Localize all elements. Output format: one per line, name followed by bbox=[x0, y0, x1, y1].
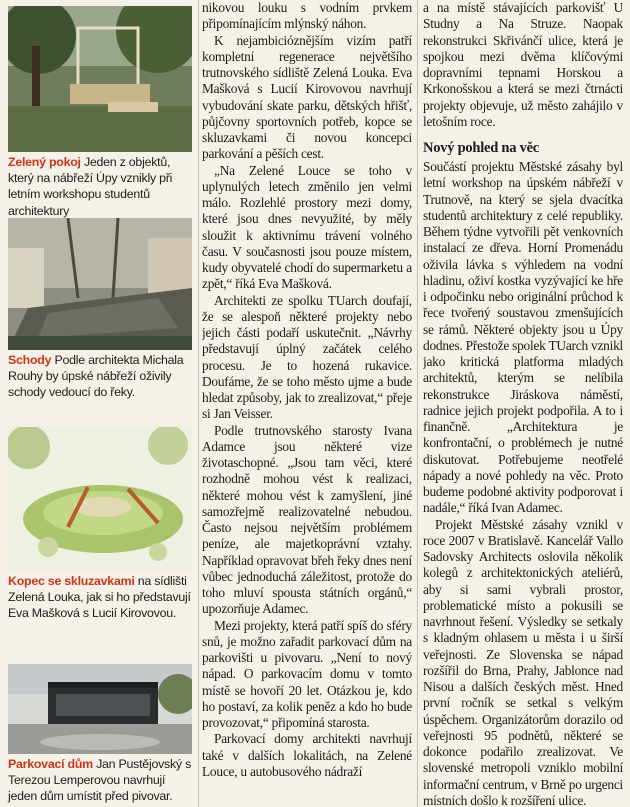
caption-parking-house bbox=[8, 756, 196, 805]
article-paragraph: a na místě stávajících parkovišť U Studny a Na Struze. Naopak rekonstrukci Skřivánčí ulice, která je spojkou mezi dvěma klíčovými dopravními tepnami Horskou a Krkonošskou a která se mezi čtrnácti projekty objevuje, už město zahájilo v letošním roce. bbox=[423, 0, 623, 129]
caption-keyword: Parkovací dům bbox=[8, 757, 93, 771]
caption-stairs bbox=[8, 352, 196, 401]
article-column-2 bbox=[202, 0, 412, 807]
caption-keyword: Schody bbox=[8, 353, 52, 367]
article-paragraph: Projekt Městské zásahy vznikl v roce 2007 v Bratislavě. Kancelář Vallo Sadovsky Architects oslovila několik kolegů z architektonických ateliérů, aby si sami vybrali prostor, problematické místo a pokusili se navrhnout řešení. Výsledky se setkaly s kladným ohlasem u města i u širší veřejnosti. Ze Slovenska se nápad rozšířil do Brna, Prahy, Jablonce nad Nisou a dalších českých měst. Hned první ročník se setkal s velkým úspěchem. Organizátorům dorazilo od veřejnosti 95 podnětů, některé se dokonce podařilo zrealizovat. Ve slovenské metropoli vzniklo mobilní informační centrum, v Brně po urgenci místních došlo k rozšíření ulice. bbox=[423, 516, 623, 807]
article-column-3 bbox=[423, 0, 623, 807]
photo-slide-hill bbox=[8, 427, 192, 571]
column-divider bbox=[417, 0, 418, 807]
article-paragraph: Součástí projektu Městské zásahy byl letní workshop na úpském nábřeží v Trutnově, na který se sjela dvacítka studentů architektury z celé republiky. Během týdne vytvořili pět venkovních instalací ze dřeva. Horní Promenádu oživila lávka s výhledem na vodní hladinu, oživí kostka vyzývající ke hře i odpočinku nebo originální průchod k řece tvořený soustavou zmenšujících se rámů. Některé objekty jsou u Úpy dodnes. Přestože spolek TUarch vznikl jako kritická platforma mladých architektů, kterým se nelíbila rekonstrukce Jiráskova náměstí, radnice jejich projekt podpořila. A to i finančně. „Architektura je konfrontační, o problémech je nutné diskutovat. Potřebujeme neotřelé nápady a nové pohledy na věc. Proto budeme podobné aktivity podporovat i nadále,“ říká Ivan Adamec. bbox=[423, 159, 623, 516]
caption-text: Jan Pustějovský s Terezou Lemperovou navrhují jeden dům umístit před pivovar. bbox=[8, 757, 192, 804]
photo-parking-house bbox=[8, 664, 192, 754]
column-divider bbox=[198, 0, 199, 807]
caption-keyword: Zelený pokoj bbox=[8, 155, 81, 169]
article-paragraph: Podle trutnovského starosty Ivana Adamce jsou některé vize životaschopné. „Jsou tam věci, které rozhodně mohou vést k realizaci, některé mohou vést k zamyšlení, jiné samozřejmě realizovatelné nebudou. Často nejsou největším problémem peníze, ale majetkoprávní vztahy. Například opravovat břeh řeky dnes není vůbec jednoduchá záležitost, protože do toho mluví spousta státních orgánů,“ upozorňuje Adamec. bbox=[202, 422, 412, 617]
photo-stairs bbox=[8, 218, 192, 350]
caption-slide-hill bbox=[8, 573, 196, 622]
article-paragraph: K nejambicióznějším vizím patří kompletní regenerace největšího trutnovského sídliště Zelená Louka. Eva Mašková s Lucií Kirovovou navrhují vybudování skate parku, dětských hřišť, půjčovny sportovních potřeb, kopce se skluzavkami či novou koncepci parkování a pěších cest. bbox=[202, 32, 412, 162]
photo-green-room bbox=[8, 6, 192, 152]
article-paragraph: Parkovací domy architekti navrhují také v dalších lokalitách, na Zelené Louce, u autobusového nádraží bbox=[202, 731, 412, 779]
caption-text: na sídlišti Zelená Louka, jak si ho představují Eva Mašková s Lucií Kirovovou. bbox=[8, 574, 191, 621]
article-paragraph: „Na Zelené Louce se toho v uplynulých letech změnilo jen velmi málo. Rozlehlé prostory mezi domy, které jsou dnes nevyužité, by měly sloužit k aktivnímu trávení volného času. V současnosti jsou pouze místem, kudy obyvatelé chodí do supermarketu a zpět,“ říká Eva Mašková. bbox=[202, 162, 412, 292]
caption-keyword: Kopec se skluzavkami bbox=[8, 574, 135, 588]
caption-green-room bbox=[8, 154, 196, 219]
article-paragraph: Mezi projekty, která patří spíš do sféry snů, je možno zařadit parkovací dům na parkovišti u pivovaru. „Není to nový nápad. O parkovacím domu v tomto místě se hovoří 20 let. Otázkou je, kdo ho postaví, za kolik peněz a kdo ho bude provozovat,“ připomíná starosta. bbox=[202, 617, 412, 730]
section-heading: Nový pohled na věc bbox=[423, 140, 539, 156]
caption-text: Podle architekta Michala Rouhy by úpské nábřeží oživily schody vedoucí do řeky. bbox=[8, 353, 184, 400]
photo-sidebar bbox=[0, 0, 196, 807]
caption-text: Jeden z objektů, který na nábřeží Úpy vznikly při letním workshopu studentů architektury bbox=[8, 155, 173, 218]
article-paragraph: nikovou louku s vodním prvkem připomínajícím mlýnský náhon. bbox=[202, 0, 412, 32]
article-paragraph: Architekti ze spolku TUarch doufají, že se alespoň některé projekty nebo jejich části podaří uskutečnit. „Návrhy představují úplný začátek celého procesu. Je to hozená rukavice. Doufáme, že se toho město ujme a bude hledat způsoby, jak to zrealizovat,“ přeje si Jan Veisser. bbox=[202, 292, 412, 422]
